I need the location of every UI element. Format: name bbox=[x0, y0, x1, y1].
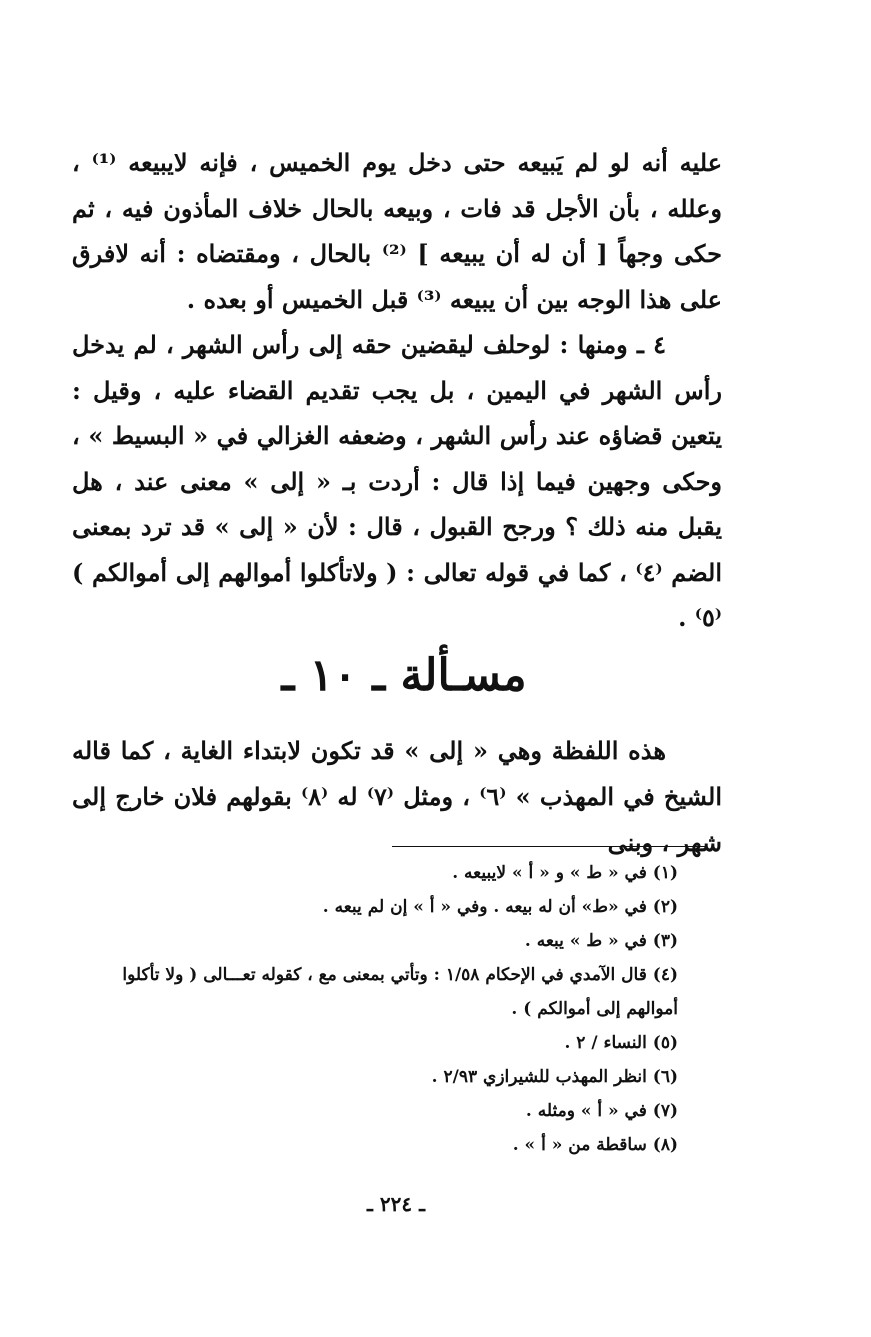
footnote-6: (٦) انظر المهذب للشيرازي ٢/٩٣ . bbox=[431, 1067, 678, 1087]
footnote-1: (١) في « ط » و « أ » لايبيعه . bbox=[452, 863, 678, 883]
footnote-5: (٥) النساء / ٢ . bbox=[564, 1033, 678, 1053]
footnote-4: (٤) قال الآمدي في الإحكام ١/٥٨ : وتأتي بمعنى مع ، كقوله تعـــالى ( ولا تأكلوا أموالهم إلى أموالكم ) . bbox=[122, 965, 678, 1019]
footnote-divider bbox=[392, 846, 706, 847]
section-heading: مسـألة ـ ١٠ ـ bbox=[281, 650, 527, 701]
footnote-7: (٧) في « أ » ومثله . bbox=[525, 1101, 678, 1121]
footnote-2: (٢) في «ط» أن له بيعه . وفي « أ » إن لم يبعه . bbox=[322, 897, 678, 917]
footnote-3: (٣) في « ط » يبعه . bbox=[524, 931, 678, 951]
main-text bbox=[72, 140, 722, 641]
paragraph-1: عليه أنه لو لم يَبيعه حتى دخل يوم الخميس ، فإنه لايبيعه ⁽¹⁾ ، وعلله ، بأن الأجل قد فات ، وبيعه بالحال خلاف المأذون فيه ، ثم حكى وجهاً [ أن له أن يبيعه ] ⁽²⁾ بالحال ، ومقتضاه : أنه لافرق على هذا الوجه بين أن يبيعه ⁽³⁾ قبل الخميس أو بعده . bbox=[72, 148, 723, 314]
paragraph-3: هذه اللفظة وهي « إلى » قد تكون لابتداء الغاية ، كما قاله الشيخ في المهذب » ⁽٦⁾ ، ومثل ⁽٧⁾ له ⁽٨⁾ بقولهم فلان خارج إلى شهر ، وبنى bbox=[72, 736, 723, 857]
paragraph-2: ٤ ـ ومنها : لوحلف ليقضين حقه إلى رأس الشهر ، لم يدخل رأس الشهر في اليمين ، بل يجب تقديم القضاء عليه ، وقيل : يتعين قضاؤه عند رأس الشهر ، وضعفه الغزالي في « البسيط » ، وحكى وجهين فيما إذا قال : أردت بـ « إلى » معنى عند ، هل يقبل منه ذلك ؟ ورجح القبول ، قال : لأن « إلى » قد ترد بمعنى الضم ⁽٤⁾ ، كما في قوله تعالى : ( ولاتأكلوا أموالهم إلى أموالكم ) ⁽٥⁾ . bbox=[72, 330, 722, 632]
footnotes bbox=[72, 856, 678, 1162]
footnote-8: (٨) ساقطة من « أ » . bbox=[512, 1135, 678, 1155]
page-number: ـ ٢٢٤ ـ bbox=[367, 1192, 425, 1216]
